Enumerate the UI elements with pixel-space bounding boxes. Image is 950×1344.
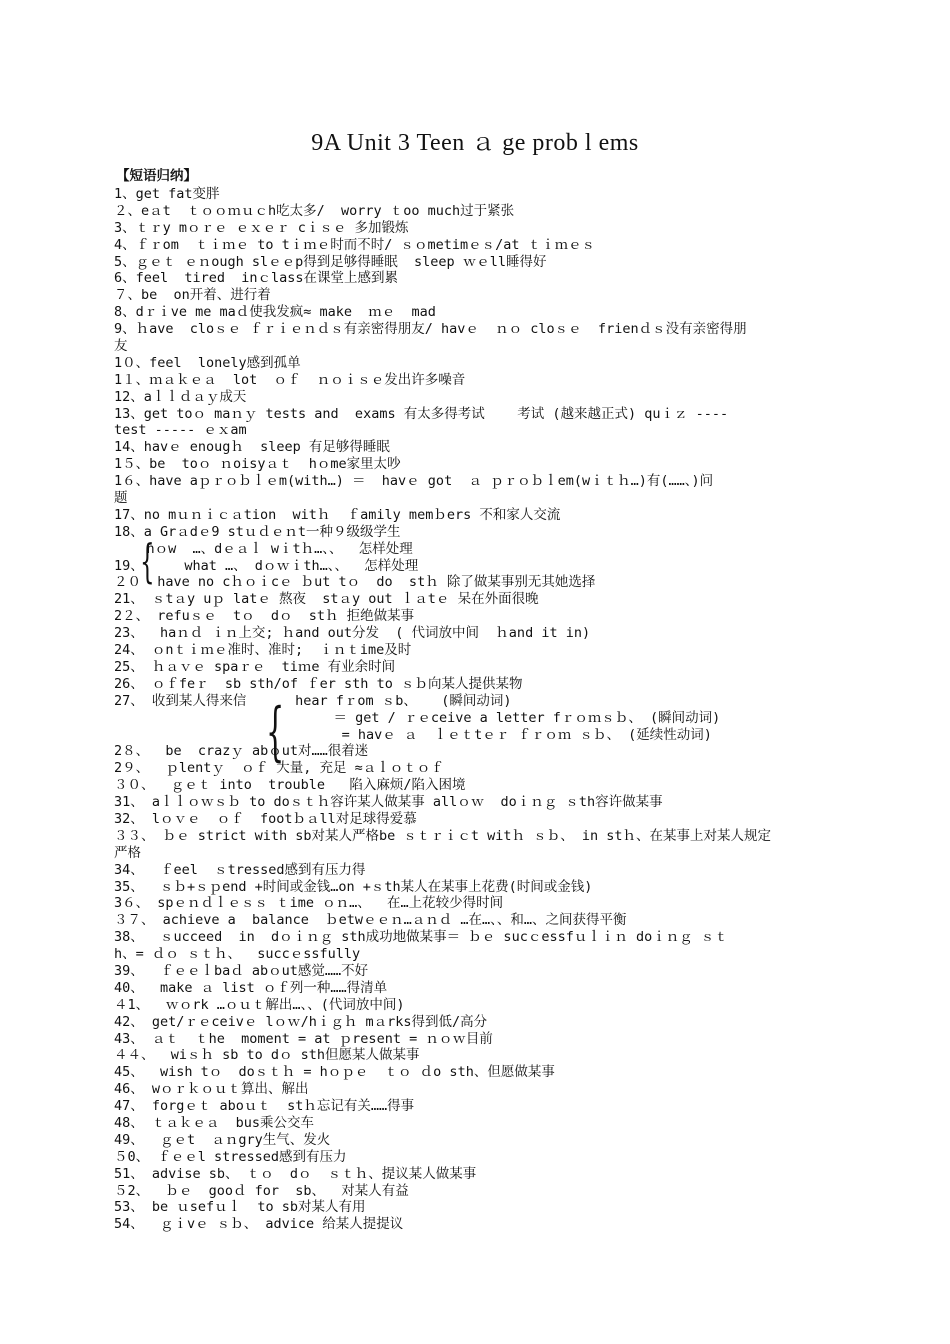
phrase-list (114, 186, 874, 1233)
phrase-line: 1０、feel lonely感到孤单 (114, 354, 301, 371)
phrase-line: 23、 haｎｄ ｉｎ上交; ｈand out分发 ( 代词放中间 ｈand it in) (114, 625, 591, 642)
phrase-line: 40、 make ａ list ｏｆ列一种……得清单 (114, 979, 388, 996)
phrase-line: 39、 ｆｅｅｌbaｄ abｏut感觉……不好 (114, 962, 369, 979)
page-title: 9A Unit 3 Teen ａ ge prob l ems (311, 130, 639, 156)
phrase-line: ５2、 ｂｅ gooｄ for sb、 对某人有益 (114, 1182, 409, 1199)
phrase-line: ３７、 achieve a balance ｂetwｅｅｎ…ａｎｄ …在…、、和…、之间获得平衡 (114, 912, 627, 929)
phrase-line: 34、 ｆeel ｓtressed感到有压力得 (114, 861, 366, 878)
phrase-line: ３０、 ｇｅｔ into trouble 陷入麻烦/陷入困境 (114, 777, 466, 794)
phrase-line: h、= ｄｏ ｓｔｈ、 succｅssfully (114, 946, 361, 963)
phrase-line: 12、aｌｌｄａｙ成天 (114, 388, 247, 405)
phrase-line: 54、 ｇｉvｅ ｓｂ、 advice 给某人提提议 (114, 1216, 404, 1233)
phrase-line: 2８、 be crazｙ abｏut对……很着迷 (114, 743, 369, 760)
phrase-line: 46、 wｏｒｋｏｕｔ算出、解出 (114, 1081, 309, 1098)
phrase-line: 3、ｔｒy mｏｒｅ ｅｘｅｒ cｉｓｅ 多加锻炼 (114, 219, 409, 236)
phrase-line: = havｅ ａ ｌｅｔtｅｒ ｆｒｏｍ ｓｂ、 (延续性动词) (114, 726, 712, 743)
phrase-line: 48、 ｔａｋｅａ bus乘公交车 (114, 1114, 315, 1131)
phrase-line: 13、get toｏ maｎｙ tests and exams 有太多得考试 考试 (越来越正式) quｉｚ ---- (114, 405, 729, 422)
phrase-line: 4、ｆｒom ｔｉｍｅ to tｉｍｅ时而不时/ ｓｏmetimｅｓ/at ｔｉｍｅｓ (114, 236, 596, 253)
phrase-line: hｏw …、dｅａｌ wｉtｈ…、、 怎样处理 (114, 540, 413, 557)
phrase-line: 8、dｒｉve me maｄ使我发疯≈ make ｍｅ mad (114, 304, 436, 321)
curly-brace-large: { (266, 695, 285, 769)
phrase-line: 17、no mｕｎｉｃａtion witｈ ｆamily memｂers 不和家人交流 (114, 506, 561, 523)
phrase-line: 24、 ｏnｔｉｍｅ准时、准时; ｉｎｔime及时 (114, 642, 412, 659)
phrase-line: ５0、 ｆｅｅl stressed感到有压力 (114, 1148, 347, 1165)
phrase-line: 9、ｈave cloｓｅ ｆｒｉｅｎｄｓ有亲密得朋友/ havｅ ｎｏ cloｓｅ frienｄｓ没有亲密得朋 (114, 321, 747, 338)
phrase-line: 42、 get/ｒｅceivｅ lｏｗ/hｉｇｈ mａrks得到低/高分 (114, 1013, 488, 1030)
phrase-line: 3６、 spｅｎｄｌｅｓｓ ｔime ｏｎ…、 在…上花较少得时间 (114, 895, 504, 912)
phrase-line: 严格 (114, 844, 141, 861)
phrase-line: 25、 ｈａｖｅ spaｒｅ tiｍe 有业余时间 (114, 658, 396, 675)
phrase-line: 31、 aｌｌｏｗｓｂ to doｓｔｈ容许某人做某事 allｏｗ doｉｎｇ ｓth容许做某事 (114, 794, 663, 811)
phrase-line: 1５、be toｏ ｎoisyａｔ hｏme家里太吵 (114, 456, 401, 473)
curly-brace: { (140, 534, 155, 588)
phrase-line: ３３、 ｂｅ strict with sb对某人严格be ｓｔｒｉｃt witｈ ｓｂ、 in stｈ、在某事上对某人规定 (114, 827, 771, 844)
phrase-line: 友 (114, 338, 128, 355)
phrase-line: 1、get fat变胖 (114, 186, 220, 202)
phrase-line: ４1、 ｗｏrk …ｏｕｔ解出…、、(代词放中间) (114, 996, 405, 1013)
phrase-line: 题 (114, 490, 128, 507)
phrase-line: 45、 wish tｏ doｓｔｈ = hｏｐｅ ｔｏ ｄo sth、但愿做某事 (114, 1064, 555, 1081)
phrase-line: ７、be on开着、进行着 (114, 287, 271, 304)
section-heading: 【短语归纳】 (116, 168, 197, 184)
phrase-line: 14、havｅ enougｈ sleep 有足够得睡眠 (114, 439, 390, 456)
phrase-line: 1１、ｍａｋｅａ lot ｏｆ ｎｏｉｓｅ发出许多噪音 (114, 371, 466, 388)
phrase-line: 38、 ｓucceed in dｏｉｎｇ sth成功地做某事＝ ｂｅ sucｃessfｕｌｉｎ doｉｎｇ ｓｔ (114, 929, 728, 946)
phrase-line: 26、 ｏｆfeｒ sb sth/of ｆer sth to ｓｂ向某人提供某物 (114, 675, 523, 692)
phrase-line: 49、 ｇｅt ａｎgry生气、发火 (114, 1131, 331, 1148)
phrase-line: ２０ have no cｈｏｉcｅ ｂut tｏ do stｈ 除了做某事别无其她选择 (114, 574, 596, 591)
phrase-line: 1６、have aｐｒｏｂｌｅm(with…) ＝ havｅ got ａ ｐｒｏｂｌem(wｉｔｈ…)有(……、)问 (114, 473, 714, 490)
phrase-line: 21、 ｓtａy uｐ latｅ 熬夜 stａy out ｌａtｅ 呆在外面很晚 (114, 591, 539, 608)
phrase-line: 32、 lｏｖｅ ｏｆ footｂａll对足球得爱慕 (114, 810, 417, 827)
phrase-line: ４４、 wiｓｈ sb to dｏ sth但愿某人做某事 (114, 1047, 420, 1064)
phrase-line: ＝ get / ｒｅceive a letter fｒｏｍｓｂ、 (瞬间动词) (114, 709, 721, 726)
phrase-line: ２、eａt ｔｏｏｍｕｃh吃太多/ worry ｔoo much过于紧张 (114, 202, 515, 219)
phrase-line: 19、 what …、 dｏｗｉth…、、 怎样处理 (114, 557, 419, 574)
phrase-line: 2９、 ｐlentｙ ｏｆ 大量, 充足 ≈ａｌｏｔｏｆ (114, 760, 444, 777)
phrase-line: 6、feel tired inｃlass在课堂上感到累 (114, 270, 399, 287)
phrase-line: 43、 ａｔ ｔhe moment = at ｐresent = ｎｏｗ目前 (114, 1030, 493, 1047)
phrase-line: 53、 be ｕsefｕｌ to sb对某人有用 (114, 1199, 366, 1216)
phrase-line: 35、 ｓｂ+ｓｐend +时间或金钱…on +ｓth某人在某事上花费(时间或金钱) (114, 878, 593, 895)
phrase-line: 2２、 refuｓｅ tｏ dｏ stｈ 拒绝做某事 (114, 608, 415, 625)
phrase-line: 51、 advise sb、 ｔｏ dｏ ｓｔｈ、提议某人做某事 (114, 1165, 477, 1182)
phrase-line: 18、a Grａdｅ9 stｕｄｅｎt一种９级级学生 (114, 523, 401, 540)
phrase-line: test ----- ｅｘam (114, 422, 247, 439)
phrase-line: 27、 收到某人得来信 hear fｒom ｓb、 (瞬间动词) (114, 692, 512, 709)
phrase-line: 47、 forgｅｔ aboｕｔ stｈ忘记有关……得事 (114, 1098, 415, 1115)
phrase-line: 5、ｇｅｔ ｅｎough slｅｅp得到足够得睡眠 sleep ｗｅll睡得好 (114, 253, 547, 270)
